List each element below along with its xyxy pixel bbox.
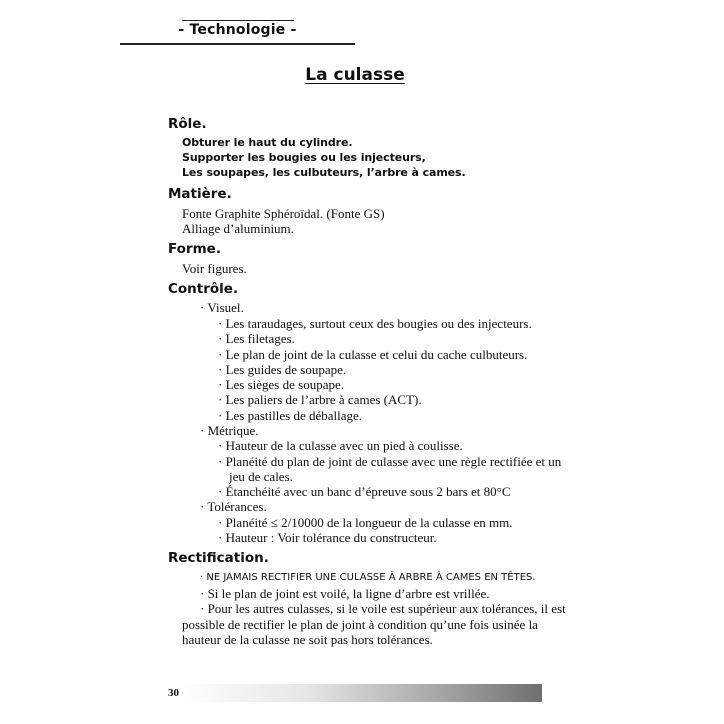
controle-metrique: · Métrique. <box>200 423 259 438</box>
role-line: Obturer le haut du cylindre. <box>182 136 353 149</box>
visuel-item: · Les taraudages, surtout ceux des bougies ou des injecteurs. <box>218 316 532 331</box>
tolerances-item: · Hauteur : Voir tolérance du constructeur. <box>218 530 437 545</box>
header-title: - Technologie - <box>178 22 297 38</box>
visuel-item: · Les paliers de l’arbre à cames (ACT). <box>218 392 422 407</box>
rectification-line: · Si le plan de joint est voilé, la ligne d’arbre est vrillée. <box>200 586 490 601</box>
footer-gradient-bar <box>180 684 542 702</box>
section-heading-forme: Forme. <box>168 241 221 257</box>
matiere-line: Alliage d’aluminium. <box>182 221 294 236</box>
controle-visuel: · Visuel. <box>200 300 244 315</box>
visuel-item: · Les pastilles de déballage. <box>218 408 363 423</box>
metrique-item-continuation: jeu de cales. <box>229 469 293 484</box>
metrique-item: · Étanchéité avec un banc d’épreuve sous 2 bars et 80°C <box>218 484 511 499</box>
rectification-paragraph-line: · Pour les autres culasses, si le voile est supérieur aux tolérances, il est <box>200 601 566 616</box>
visuel-item: · Les filetages. <box>218 331 295 346</box>
visuel-item: · Le plan de joint de la culasse et celui du cache culbuteurs. <box>218 347 528 362</box>
section-heading-role: Rôle. <box>168 116 207 132</box>
rectification-warning: · NE JAMAIS RECTIFIER UNE CULASSE À ARBRE À CAMES EN TÊTES. <box>200 572 536 583</box>
matiere-line: Fonte Graphite Sphéroïdal. (Fonte GS) <box>182 206 385 221</box>
visuel-item: · Les guides de soupape. <box>218 362 347 377</box>
section-heading-rectification: Rectification. <box>168 550 269 566</box>
page-number: 30 <box>168 687 179 699</box>
tolerances-item: · Planéité ≤ 2/10000 de la longueur de la culasse en mm. <box>218 515 513 530</box>
header-rule-top <box>182 20 294 21</box>
page-title: La culasse <box>305 65 405 85</box>
controle-tolerances: · Tolérances. <box>200 499 267 514</box>
role-line: Supporter les bougies ou les injecteurs, <box>182 151 426 164</box>
visuel-item: · Les sièges de soupape. <box>218 377 344 392</box>
forme-line: Voir figures. <box>182 261 247 276</box>
metrique-item: · Planéité du plan de joint de culasse avec une règle rectifiée et un <box>218 454 562 469</box>
section-heading-matiere: Matière. <box>168 186 232 202</box>
section-heading-controle: Contrôle. <box>168 281 239 297</box>
metrique-item: · Hauteur de la culasse avec un pied à coulisse. <box>218 438 463 453</box>
rectification-paragraph-line: possible de rectifier le plan de joint à condition qu’une fois usinée la <box>182 617 538 632</box>
role-line: Les soupapes, les culbuteurs, l’arbre à cames. <box>182 166 466 179</box>
header-rule-bottom <box>120 43 355 45</box>
rectification-paragraph-line: hauteur de la culasse ne soit pas hors tolérances. <box>182 632 433 647</box>
